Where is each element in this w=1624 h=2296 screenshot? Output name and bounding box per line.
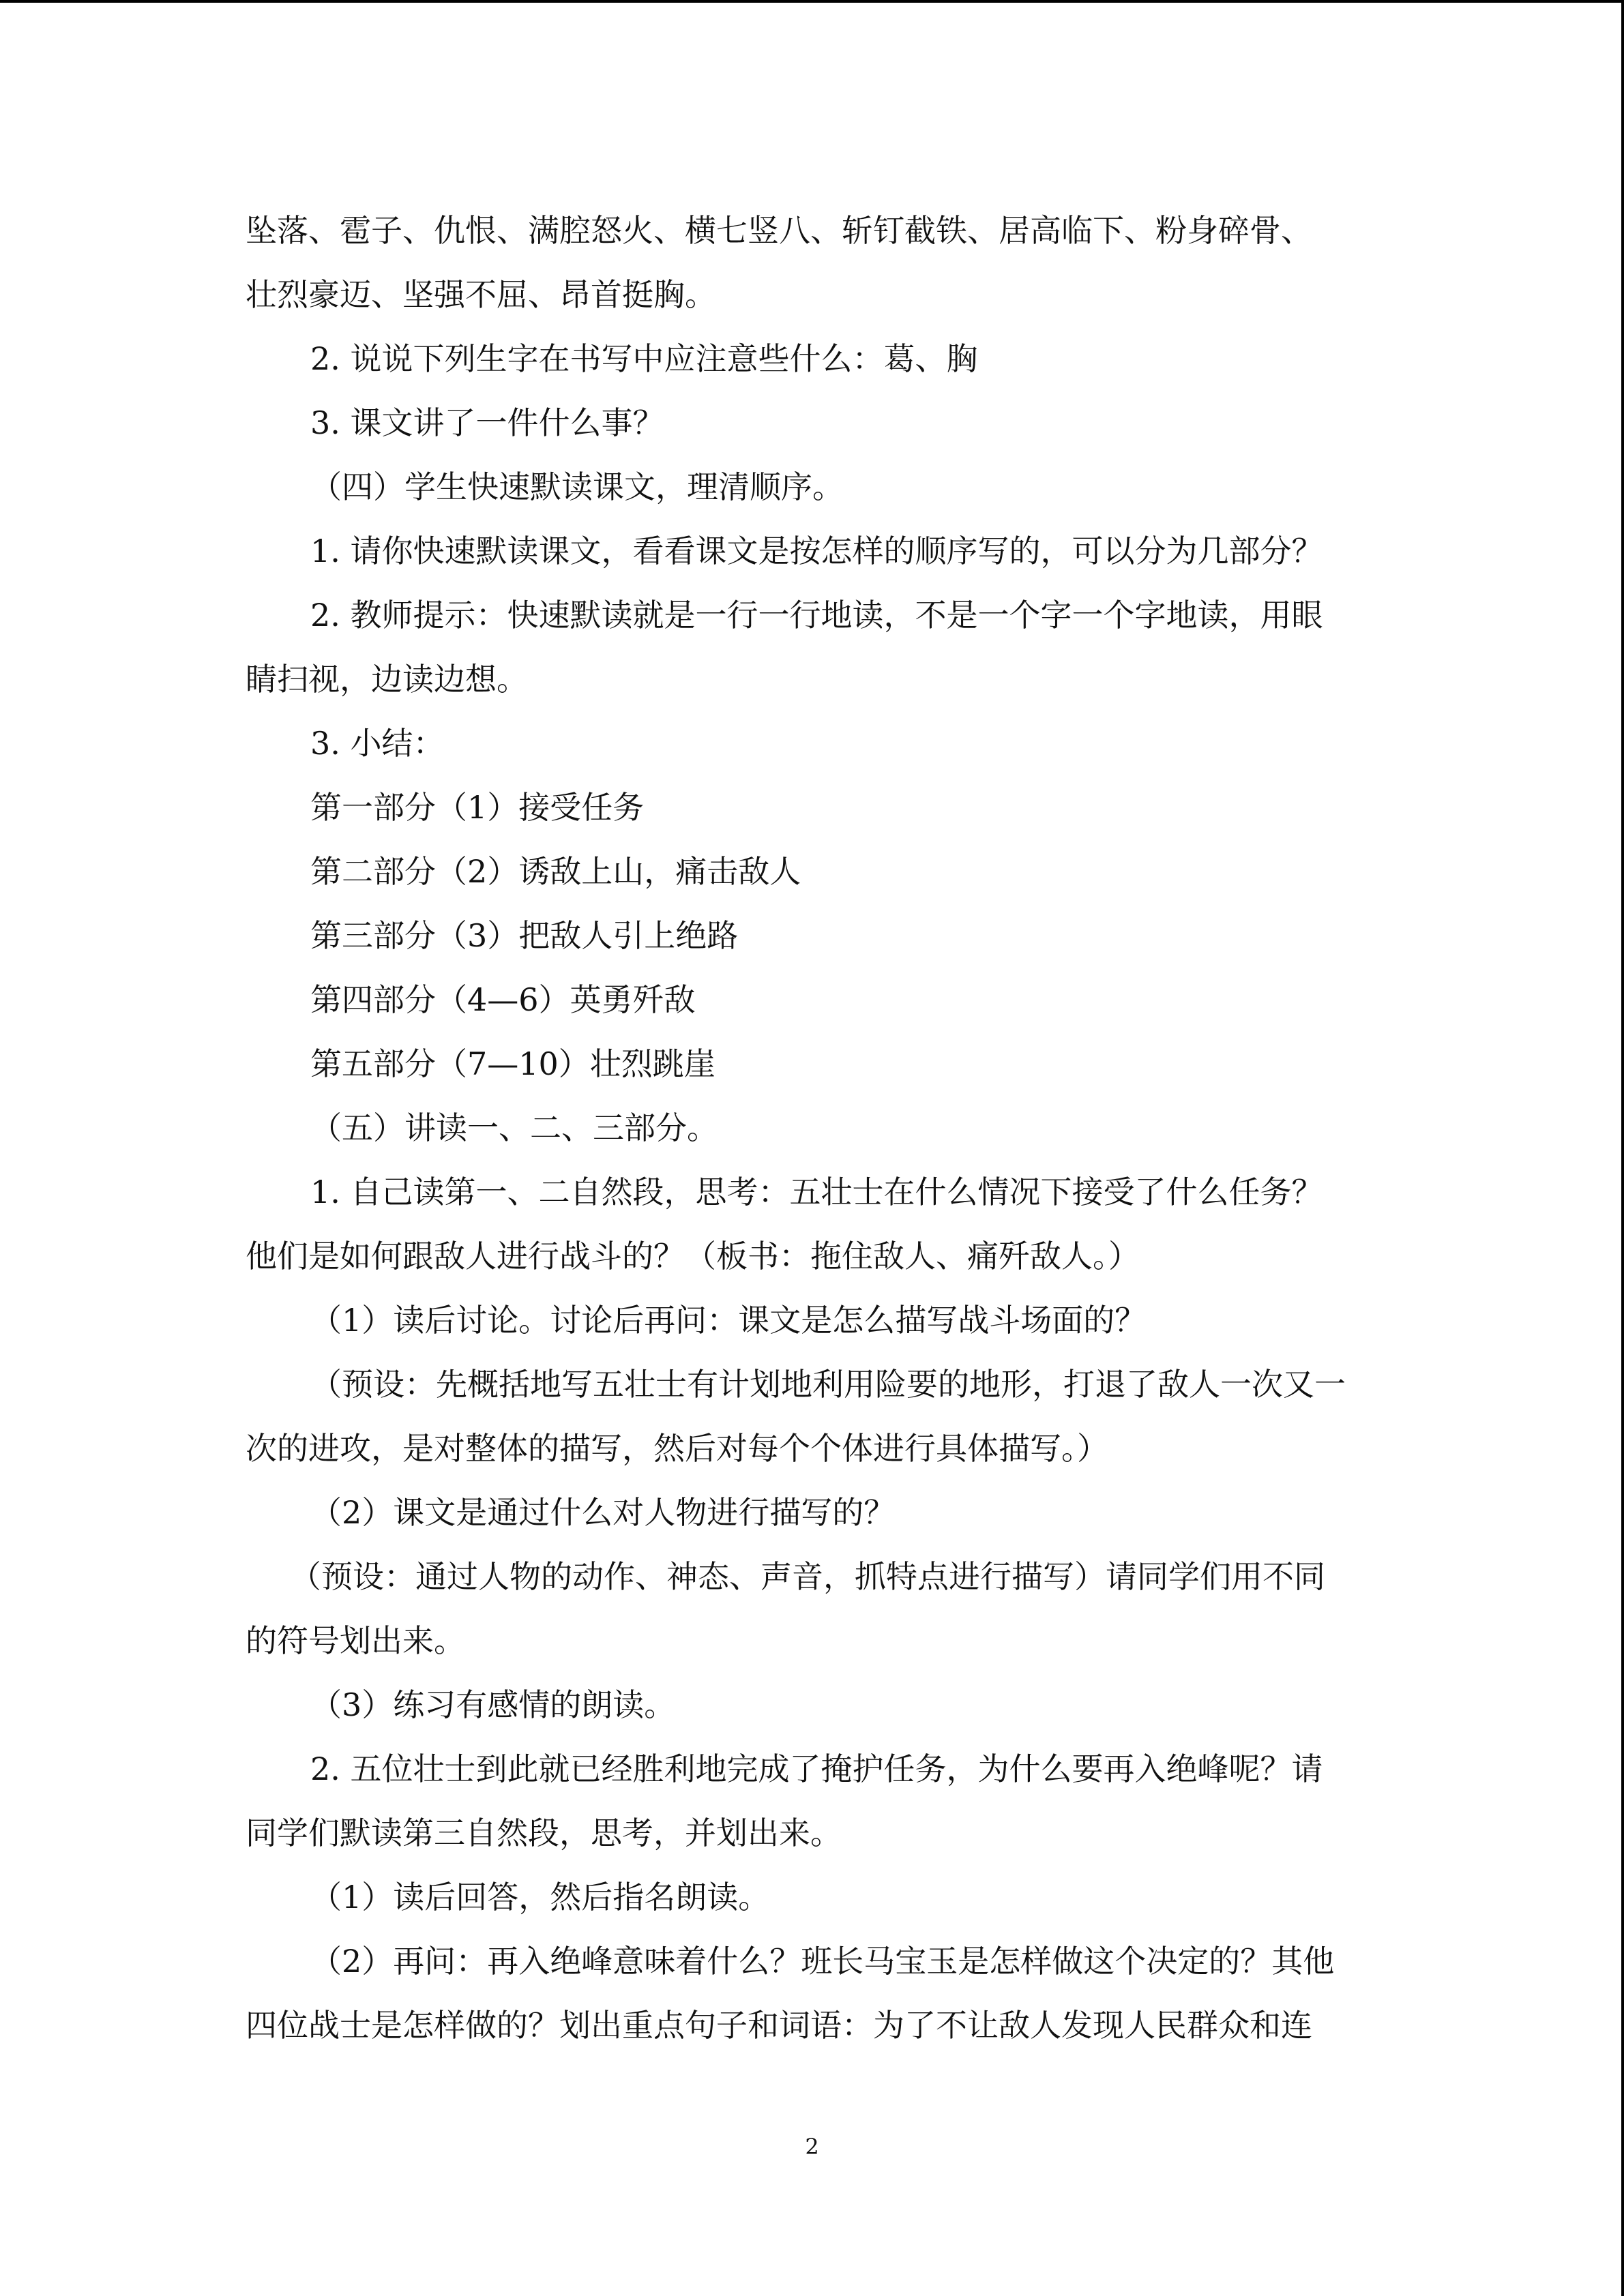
- outline-item: 第一部分（1）接受任务: [310, 789, 645, 826]
- text-line: 2. 教师提示：快速默读就是一行一行地读，不是一个字一个字地读，用眼: [310, 597, 1323, 633]
- text-line: 壮烈豪迈、坚强不屈、昂首挺胸。: [246, 276, 716, 313]
- text-line: 坠落、雹子、仇恨、满腔怒火、横七竖八、斩钉截铁、居高临下、粉身碎骨、: [246, 212, 1312, 249]
- text-line: 睛扫视，边读边想。: [246, 661, 528, 698]
- text-line: 四位战士是怎样做的？划出重点句子和词语：为了不让敌人发现人民群众和连: [246, 2007, 1312, 2044]
- outline-item: 第五部分（7—10）壮烈跳崖: [310, 1045, 715, 1082]
- section-heading: （四）学生快速默读课文，理清顺序。: [310, 468, 844, 505]
- text-line: （2）课文是通过什么对人物进行描写的？: [310, 1494, 896, 1531]
- text-line: 3. 小结：: [310, 725, 445, 762]
- outline-item: 第四部分（4—6）英勇歼敌: [310, 981, 696, 1018]
- outline-item: 第三部分（3）把敌人引上绝路: [310, 917, 739, 954]
- text-line: （预设：先概括地写五壮士有计划地利用险要的地形，打退了敌人一次又一: [310, 1366, 1346, 1403]
- text-line: 他们是如何跟敌人进行战斗的？（板书：拖住敌人、痛歼敌人。）: [246, 1238, 1140, 1274]
- text-line: 1. 自己读第一、二自然段，思考：五壮士在什么情况下接受了什么任务？: [310, 1174, 1323, 1210]
- text-line: 1. 请你快速默读课文，看看课文是按怎样的顺序写的，可以分为几部分？: [310, 533, 1323, 569]
- text-line: 2. 五位壮士到此就已经胜利地完成了掩护任务，为什么要再入绝峰呢？请: [310, 1750, 1323, 1787]
- text-line: （预设：通过人物的动作、神态、声音，抓特点进行描写）请同学们用不同: [290, 1558, 1325, 1595]
- text-line: （1）读后讨论。讨论后再问：课文是怎么描写战斗场面的？: [310, 1302, 1147, 1339]
- text-line: 次的进攻，是对整体的描写，然后对每个个体进行具体描写。）: [246, 1430, 1108, 1467]
- text-line: 同学们默读第三自然段，思考，并划出来。: [246, 1815, 842, 1851]
- text-line: （1）读后回答，然后指名朗读。: [310, 1879, 770, 1915]
- text-line: 2. 说说下列生字在书写中应注意些什么：葛、胸: [310, 340, 978, 377]
- text-line: （3）练习有感情的朗读。: [310, 1686, 676, 1723]
- text-line: （2）再问：再入绝峰意味着什么？班长马宝玉是怎样做这个决定的？其他: [310, 1943, 1335, 1980]
- outline-item: 第二部分（2）诱敌上山，痛击敌人: [310, 853, 801, 890]
- page-number: 2: [805, 2134, 819, 2160]
- text-line: 3. 课文讲了一件什么事？: [310, 404, 664, 441]
- text-line: 的符号划出来。: [246, 1622, 465, 1659]
- section-heading: （五）讲读一、二、三部分。: [310, 1109, 718, 1146]
